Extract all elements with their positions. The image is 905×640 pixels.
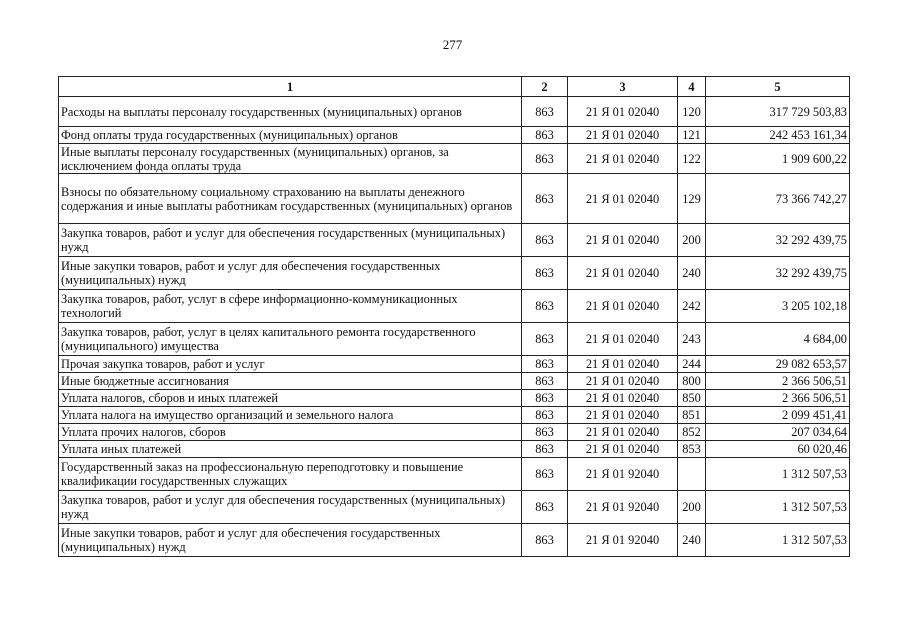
header-col-1: 1 <box>59 77 522 97</box>
table-row <box>59 257 850 290</box>
table-row <box>59 127 850 144</box>
table-row <box>59 97 850 127</box>
row-gr-cell: 863 <box>522 524 568 557</box>
row-csr-cell: 21 Я 01 02040 <box>568 127 678 144</box>
table-row <box>59 390 850 407</box>
row-gr-cell: 863 <box>522 144 568 174</box>
table-row <box>59 144 850 174</box>
row-name-cell: Иные закупки товаров, работ и услуг для обеспечения государственных (муниципальных) нужд <box>59 524 522 557</box>
page-number: 277 <box>442 37 463 52</box>
row-gr-cell: 863 <box>522 290 568 323</box>
row-vr-cell: 851 <box>678 407 706 424</box>
row-name-cell: Уплата иных платежей <box>59 441 522 458</box>
row-name-cell: Закупка товаров, работ, услуг в целях капитального ремонта государственного (муниципального) имущества <box>59 323 522 356</box>
row-name-cell: Иные выплаты персоналу государственных (муниципальных) органов, за исключением фонда оплаты труда <box>59 144 522 174</box>
row-vr-cell: 242 <box>678 290 706 323</box>
row-sum-cell: 4 684,00 <box>706 323 850 356</box>
table-row <box>59 373 850 390</box>
row-sum-cell: 29 082 653,57 <box>706 356 850 373</box>
row-sum-cell: 1 312 507,53 <box>706 524 850 557</box>
row-sum-cell: 32 292 439,75 <box>706 257 850 290</box>
table-row <box>59 458 850 491</box>
row-csr-cell: 21 Я 01 02040 <box>568 224 678 257</box>
row-gr-cell: 863 <box>522 491 568 524</box>
row-name-cell: Фонд оплаты труда государственных (муниципальных) органов <box>59 127 522 144</box>
table-row <box>59 491 850 524</box>
row-gr-cell: 863 <box>522 441 568 458</box>
table-row <box>59 290 850 323</box>
row-gr-cell: 863 <box>522 323 568 356</box>
row-name-cell: Государственный заказ на профессиональную переподготовку и повышение квалификации государственных служащих <box>59 458 522 491</box>
row-name-cell: Уплата прочих налогов, сборов <box>59 424 522 441</box>
row-sum-cell: 1 312 507,53 <box>706 458 850 491</box>
row-gr-cell: 863 <box>522 97 568 127</box>
row-vr-cell: 244 <box>678 356 706 373</box>
header-col-4: 4 <box>678 77 706 97</box>
header-col-2: 2 <box>522 77 568 97</box>
row-vr-cell: 850 <box>678 390 706 407</box>
row-sum-cell: 32 292 439,75 <box>706 224 850 257</box>
row-gr-cell: 863 <box>522 407 568 424</box>
row-vr-cell: 243 <box>678 323 706 356</box>
row-gr-cell: 863 <box>522 424 568 441</box>
row-name-cell: Расходы на выплаты персоналу государственных (муниципальных) органов <box>59 97 522 127</box>
header-col-5: 5 <box>706 77 850 97</box>
row-csr-cell: 21 Я 01 02040 <box>568 441 678 458</box>
table-row <box>59 441 850 458</box>
row-sum-cell: 207 034,64 <box>706 424 850 441</box>
row-csr-cell: 21 Я 01 02040 <box>568 390 678 407</box>
row-csr-cell: 21 Я 01 02040 <box>568 424 678 441</box>
row-name-cell: Прочая закупка товаров, работ и услуг <box>59 356 522 373</box>
row-name-cell: Иные закупки товаров, работ и услуг для обеспечения государственных (муниципальных) нужд <box>59 257 522 290</box>
row-sum-cell: 1 312 507,53 <box>706 491 850 524</box>
row-name-cell: Закупка товаров, работ и услуг для обеспечения государственных (муниципальных) нужд <box>59 491 522 524</box>
row-csr-cell: 21 Я 01 02040 <box>568 97 678 127</box>
row-sum-cell: 2 366 506,51 <box>706 390 850 407</box>
row-csr-cell: 21 Я 01 02040 <box>568 373 678 390</box>
row-sum-cell: 1 909 600,22 <box>706 144 850 174</box>
header-row <box>59 77 850 97</box>
table-row <box>59 407 850 424</box>
table-body <box>59 97 850 557</box>
row-name-cell: Закупка товаров, работ и услуг для обеспечения государственных (муниципальных) нужд <box>59 224 522 257</box>
row-vr-cell: 240 <box>678 524 706 557</box>
row-vr-cell: 120 <box>678 97 706 127</box>
row-vr-cell: 122 <box>678 144 706 174</box>
row-vr-cell: 800 <box>678 373 706 390</box>
row-vr-cell: 240 <box>678 257 706 290</box>
row-name-cell: Закупка товаров, работ, услуг в сфере информационно-коммуникационных технологий <box>59 290 522 323</box>
row-sum-cell: 60 020,46 <box>706 441 850 458</box>
row-vr-cell: 200 <box>678 224 706 257</box>
row-name-cell: Иные бюджетные ассигнования <box>59 373 522 390</box>
row-vr-cell: 200 <box>678 491 706 524</box>
table-row <box>59 323 850 356</box>
row-csr-cell: 21 Я 01 02040 <box>568 257 678 290</box>
row-vr-cell: 121 <box>678 127 706 144</box>
row-gr-cell: 863 <box>522 356 568 373</box>
table-row <box>59 356 850 373</box>
header-col-3: 3 <box>568 77 678 97</box>
table-row <box>59 174 850 224</box>
table-row <box>59 524 850 557</box>
row-csr-cell: 21 Я 01 02040 <box>568 144 678 174</box>
row-sum-cell: 242 453 161,34 <box>706 127 850 144</box>
row-name-cell: Взносы по обязательному социальному страхованию на выплаты денежного содержания и иные выплаты работникам государственных (муниципальных) органов <box>59 174 522 224</box>
row-csr-cell: 21 Я 01 92040 <box>568 458 678 491</box>
row-name-cell: Уплата налога на имущество организаций и земельного налога <box>59 407 522 424</box>
row-gr-cell: 863 <box>522 257 568 290</box>
row-csr-cell: 21 Я 01 02040 <box>568 407 678 424</box>
row-csr-cell: 21 Я 01 02040 <box>568 356 678 373</box>
row-name-cell: Уплата налогов, сборов и иных платежей <box>59 390 522 407</box>
row-gr-cell: 863 <box>522 458 568 491</box>
row-vr-cell: 853 <box>678 441 706 458</box>
row-csr-cell: 21 Я 01 02040 <box>568 174 678 224</box>
row-gr-cell: 863 <box>522 390 568 407</box>
row-sum-cell: 2 366 506,51 <box>706 373 850 390</box>
row-sum-cell: 73 366 742,27 <box>706 174 850 224</box>
row-sum-cell: 2 099 451,41 <box>706 407 850 424</box>
row-csr-cell: 21 Я 01 02040 <box>568 290 678 323</box>
budget-table <box>58 76 850 557</box>
row-gr-cell: 863 <box>522 174 568 224</box>
row-vr-cell: 852 <box>678 424 706 441</box>
row-vr-cell <box>678 458 706 491</box>
row-vr-cell: 129 <box>678 174 706 224</box>
table-row <box>59 424 850 441</box>
row-csr-cell: 21 Я 01 92040 <box>568 524 678 557</box>
table-header <box>59 77 850 97</box>
row-csr-cell: 21 Я 01 02040 <box>568 323 678 356</box>
row-gr-cell: 863 <box>522 224 568 257</box>
table-row <box>59 224 850 257</box>
row-sum-cell: 317 729 503,83 <box>706 97 850 127</box>
row-csr-cell: 21 Я 01 92040 <box>568 491 678 524</box>
row-gr-cell: 863 <box>522 127 568 144</box>
row-sum-cell: 3 205 102,18 <box>706 290 850 323</box>
row-gr-cell: 863 <box>522 373 568 390</box>
